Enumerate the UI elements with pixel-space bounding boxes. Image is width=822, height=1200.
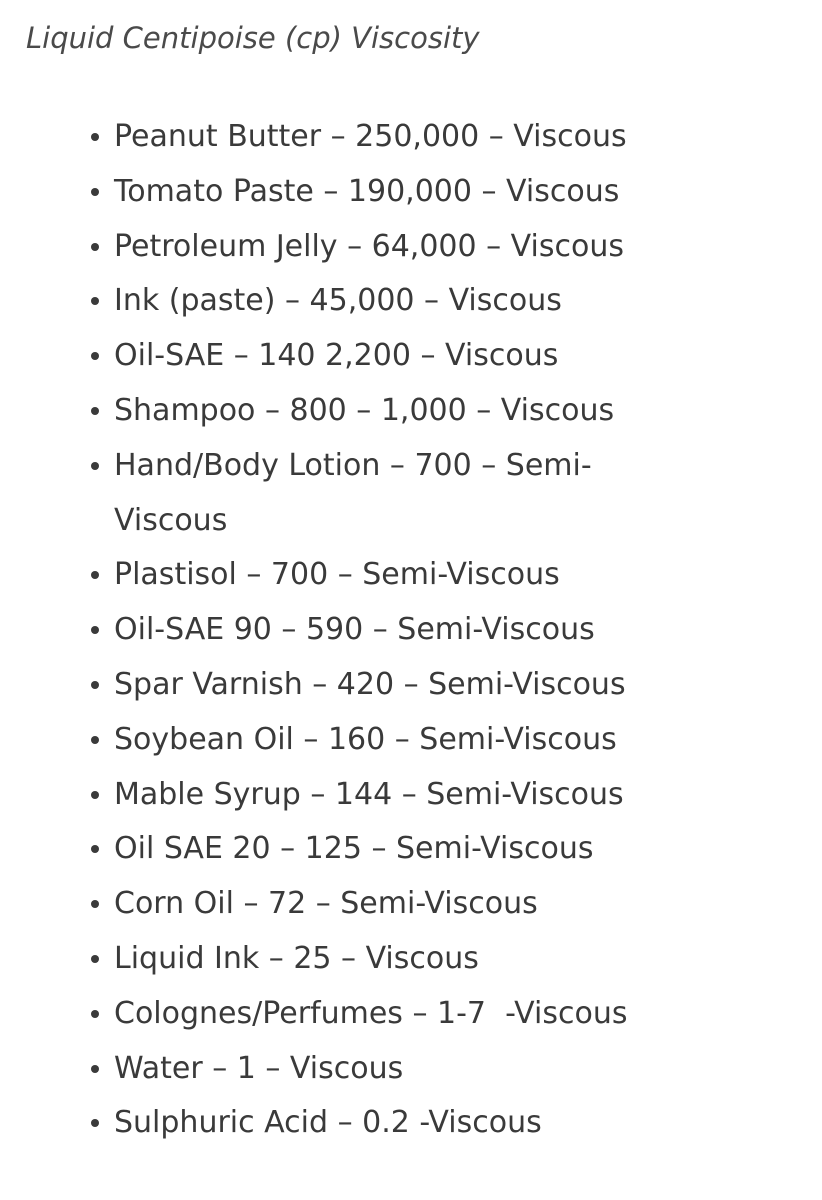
list-item: Shampoo – 800 – 1,000 – Viscous (114, 384, 754, 439)
list-item: Oil-SAE – 140 2,200 – Viscous (114, 329, 754, 384)
list-item: Hand/Body Lotion – 700 – Semi- Viscous (114, 439, 754, 549)
list-item: Plastisol – 700 – Semi-Viscous (114, 548, 754, 603)
list-item: Soybean Oil – 160 – Semi-Viscous (114, 713, 754, 768)
list-item: Tomato Paste – 190,000 – Viscous (114, 165, 754, 220)
list-item: Peanut Butter – 250,000 – Viscous (114, 110, 754, 165)
page-title: Liquid Centipoise (cp) Viscosity (26, 21, 480, 55)
list-item: Mable Syrup – 144 – Semi-Viscous (114, 768, 754, 823)
list-item: Spar Varnish – 420 – Semi-Viscous (114, 658, 754, 713)
list-item: Oil-SAE 90 – 590 – Semi-Viscous (114, 603, 754, 658)
list-item: Oil SAE 20 – 125 – Semi-Viscous (114, 822, 754, 877)
list-item: Petroleum Jelly – 64,000 – Viscous (114, 220, 754, 275)
list-item: Liquid Ink – 25 – Viscous (114, 932, 754, 987)
list-item: Colognes/Perfumes – 1-7 -Viscous (114, 987, 754, 1042)
list-item: Water – 1 – Viscous (114, 1042, 754, 1097)
viscosity-list (114, 110, 754, 1151)
list-item: Ink (paste) – 45,000 – Viscous (114, 274, 754, 329)
list-item: Sulphuric Acid – 0.2 -Viscous (114, 1096, 754, 1151)
list-item: Corn Oil – 72 – Semi-Viscous (114, 877, 754, 932)
